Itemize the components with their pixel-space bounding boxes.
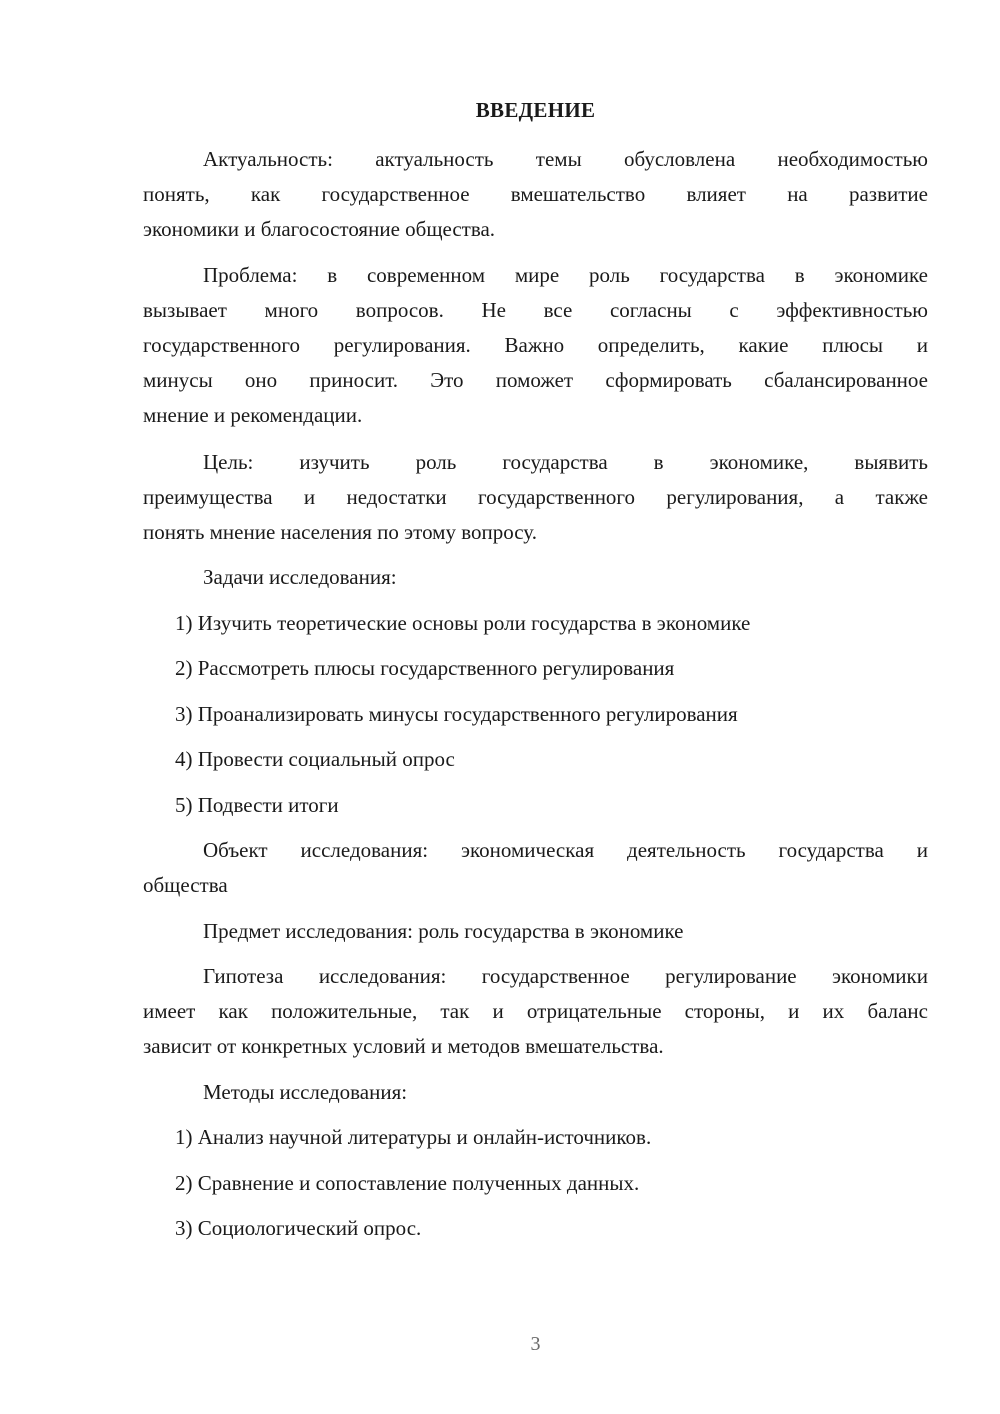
- list-item: 5) Подвести итоги: [175, 793, 339, 817]
- page-number: 3: [530, 1333, 541, 1355]
- paragraph-line: зависит от конкретных условий и методов вмешательства.: [143, 1034, 664, 1058]
- hypothesis-paragraph: [143, 959, 928, 1064]
- paragraph-line: вызывает много вопросов. Не все согласны с эффективностью: [143, 298, 928, 322]
- list-item: 1) Анализ научной литературы и онлайн-источников.: [175, 1125, 652, 1149]
- paragraph-line: экономики и благосостояние общества.: [143, 217, 496, 241]
- document-page: [143, 0, 928, 1414]
- relevance-paragraph: [143, 142, 928, 247]
- problem-paragraph: [143, 258, 928, 433]
- paragraph-line: общества: [143, 873, 228, 897]
- list-item: 3) Социологический опрос.: [175, 1216, 422, 1240]
- list-item: 3) Проанализировать минусы государственного регулирования: [175, 702, 738, 726]
- object-paragraph: [143, 833, 928, 903]
- list-item: 4) Провести социальный опрос: [175, 747, 455, 771]
- paragraph-line: Объект исследования: экономическая деятельность государства и: [203, 838, 928, 862]
- paragraph-line: мнение и рекомендации.: [143, 403, 363, 427]
- list-item: 2) Рассмотреть плюсы государственного регулирования: [175, 656, 675, 680]
- paragraph-line: минусы оно приносит. Это поможет сформировать сбалансированное: [143, 368, 928, 392]
- paragraph-line: понять, как государственное вмешательство влияет на развитие: [143, 182, 928, 206]
- list-item: 2) Сравнение и сопоставление полученных данных.: [175, 1171, 640, 1195]
- list-item: 1) Изучить теоретические основы роли государства в экономике: [175, 611, 751, 635]
- paragraph-line: Актуальность: актуальность темы обусловлена необходимостью: [203, 147, 928, 171]
- paragraph-line: Гипотеза исследования: государственное регулирование экономики: [203, 964, 928, 988]
- paragraph-line: Проблема: в современном мире роль государства в экономике: [203, 263, 928, 287]
- paragraph-line: понять мнение населения по этому вопросу.: [143, 520, 537, 544]
- paragraph-line: имеет как положительные, так и отрицательные стороны, и их баланс: [143, 999, 928, 1023]
- paragraph-line: Цель: изучить роль государства в экономике, выявить: [203, 450, 928, 474]
- paragraph-line: преимущества и недостатки государственного регулирования, а также: [143, 485, 928, 509]
- subject-paragraph: Предмет исследования: роль государства в экономике: [203, 919, 684, 943]
- section-title: ВВЕДЕНИЕ: [475, 98, 596, 122]
- tasks-heading: Задачи исследования:: [203, 565, 397, 589]
- paragraph-line: государственного регулирования. Важно определить, какие плюсы и: [143, 333, 928, 357]
- goal-paragraph: [143, 445, 928, 550]
- methods-heading: Методы исследования:: [203, 1080, 408, 1104]
